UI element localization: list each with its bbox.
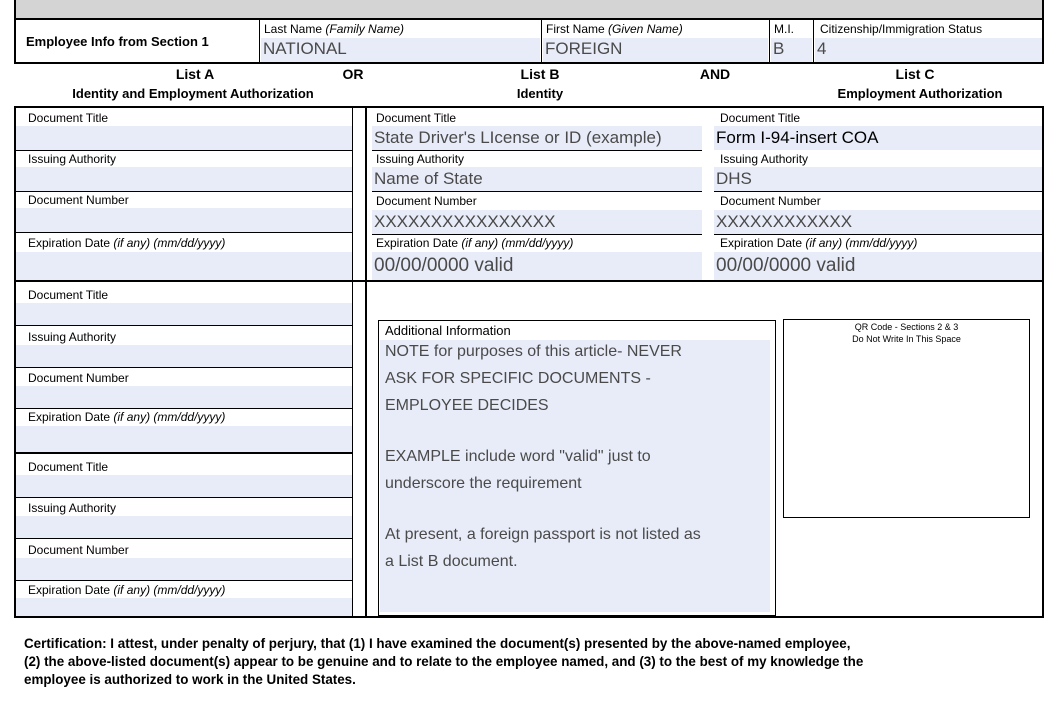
list-b-doc-title-label: Document Title — [376, 111, 457, 125]
first-name-label: First Name (Given Name) — [546, 22, 683, 36]
info-line-3: EMPLOYEE DECIDES — [385, 397, 549, 414]
last-name-label: Last Name (Family Name) — [264, 22, 405, 36]
list-c-subtitle: Employment Authorization — [837, 86, 1003, 101]
qr-code-box — [783, 319, 1030, 518]
citizenship-field[interactable]: 4 — [815, 38, 1042, 62]
list-c-title: List C — [895, 66, 935, 82]
list-a3-doc-title-label: Document Title — [28, 460, 109, 474]
list-a3-exp-label: Expiration Date (if any) (mm/dd/yyyy) — [28, 583, 226, 597]
additional-info-field[interactable] — [380, 340, 770, 612]
list-b-issuing-field[interactable]: Name of State — [372, 167, 702, 191]
list-a3-docnum-field[interactable] — [16, 558, 352, 580]
info-line-5: underscore the requirement — [385, 475, 582, 492]
first-name-field[interactable]: FOREIGN — [543, 38, 768, 62]
column-separator — [352, 108, 367, 616]
list-a1-doc-title-label: Document Title — [28, 111, 109, 125]
list-c-docnum-field[interactable]: XXXXXXXXXXXX — [714, 210, 1042, 234]
employee-info-label: Employee Info from Section 1 — [26, 34, 209, 49]
list-a1-exp-field[interactable] — [16, 252, 352, 280]
qr-code-line-1: QR Code - Sections 2 & 3 — [854, 322, 959, 332]
list-a1-docnum-field[interactable] — [16, 208, 352, 232]
list-c-exp-label: Expiration Date (if any) (mm/dd/yyyy) — [720, 236, 918, 250]
list-c-doc-title-label: Document Title — [720, 111, 801, 125]
mi-field[interactable]: B — [771, 38, 812, 62]
certification-text — [24, 635, 1044, 689]
list-a-title: List A — [175, 66, 215, 82]
list-a2-exp-field[interactable] — [16, 426, 352, 452]
list-a3-docnum-label: Document Number — [28, 543, 129, 557]
list-b-doc-title-field[interactable]: State Driver's LIcense or ID (example) — [372, 126, 702, 150]
top-strip — [14, 0, 1044, 18]
mi-label: M.I. — [774, 22, 794, 36]
info-line-1: NOTE for purposes of this article- NEVER — [385, 343, 682, 360]
info-line-2: ASK FOR SPECIFIC DOCUMENTS - — [385, 370, 651, 387]
list-a1-docnum-label: Document Number — [28, 193, 129, 207]
list-a2-issuing-field[interactable] — [16, 345, 352, 367]
list-a3-exp-field[interactable] — [16, 598, 352, 616]
info-line-7: a List B document. — [385, 553, 518, 570]
list-c-exp-field[interactable]: 00/00/0000 valid — [714, 252, 1042, 280]
list-a1-exp-label: Expiration Date (if any) (mm/dd/yyyy) — [28, 236, 226, 250]
certification-line-3: employee is authorized to work in the United States. — [24, 672, 356, 687]
certification-line-2: (2) the above-listed document(s) appear to be genuine and to relate to the employee named, and (3) to the best of my knowledge the — [24, 654, 864, 669]
last-name-field[interactable]: NATIONAL — [261, 38, 540, 62]
list-a3-issuing-label: Issuing Authority — [28, 501, 117, 515]
additional-info-label: Additional Information — [385, 323, 511, 338]
list-b-issuing-label: Issuing Authority — [376, 152, 465, 166]
info-line-6: At present, a foreign passport is not listed as — [385, 526, 701, 543]
list-a2-docnum-field[interactable] — [16, 386, 352, 408]
list-c-docnum-label: Document Number — [720, 194, 821, 208]
list-a1-issuing-label: Issuing Authority — [28, 152, 117, 166]
list-b-exp-label: Expiration Date (if any) (mm/dd/yyyy) — [376, 236, 574, 250]
list-c-doc-title-field[interactable]: Form I-94-insert COA — [714, 126, 1042, 150]
list-b-title: List B — [520, 66, 560, 82]
list-b-exp-field[interactable]: 00/00/0000 valid — [372, 252, 702, 280]
and-label: AND — [699, 66, 731, 82]
qr-code-line-2: Do Not Write In This Space — [852, 334, 961, 344]
list-a1-doc-title-field[interactable] — [16, 126, 352, 150]
list-a2-doc-title-label: Document Title — [28, 288, 109, 302]
or-label: OR — [342, 66, 364, 82]
list-a2-docnum-label: Document Number — [28, 371, 129, 385]
list-a2-doc-title-field[interactable] — [16, 303, 352, 325]
list-b-subtitle: Identity — [516, 86, 564, 101]
list-a1-issuing-field[interactable] — [16, 167, 352, 191]
certification-line-1: Certification: I attest, under penalty of perjury, that (1) I have examined the document(s) presented by the above-named employee, — [24, 636, 851, 651]
list-a-subtitle: Identity and Employment Authorization — [72, 86, 314, 101]
info-line-4: EXAMPLE include word "valid" just to — [385, 448, 651, 465]
list-a3-doc-title-field[interactable] — [16, 475, 352, 497]
list-b-docnum-label: Document Number — [376, 194, 477, 208]
list-c-issuing-label: Issuing Authority — [720, 152, 809, 166]
list-a3-issuing-field[interactable] — [16, 516, 352, 538]
list-a2-issuing-label: Issuing Authority — [28, 330, 117, 344]
citizenship-label: Citizenship/Immigration Status — [820, 22, 983, 36]
list-c-issuing-field[interactable]: DHS — [714, 167, 1042, 191]
list-a2-exp-label: Expiration Date (if any) (mm/dd/yyyy) — [28, 410, 226, 424]
list-b-docnum-field[interactable]: XXXXXXXXXXXXXXXX — [372, 210, 702, 234]
